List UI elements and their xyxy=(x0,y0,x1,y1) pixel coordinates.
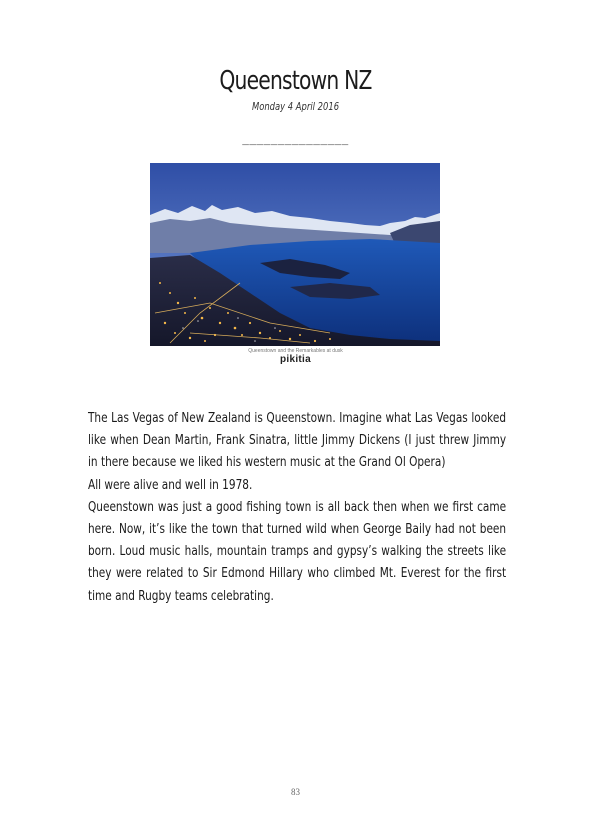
pikitia-watermark: pikitia xyxy=(280,354,311,365)
queenstown-photo xyxy=(150,163,440,346)
title-separator: _______________ xyxy=(242,136,349,148)
paragraph-3: Queenstown was just a good fishing town is all back then when we first came here. Now, it’s like the town that turned wild when George Baily had not been born. Loud music halls, mountain tramps and gypsy’s walking the streets like they were related to Sir Edmond Hillary who climbed Mt. Everest for the first time and Rugby teams celebrating. xyxy=(88,498,507,604)
paragraph-1: The Las Vegas of New Zealand is Queenstown. Imagine what Las Vegas looked like when Dean Martin, Frank Sinatra, little Jimmy Dickens (I just threw Jimmy in there because we liked his western music at the Grand Ol Opera) xyxy=(88,410,507,471)
page-number: 83 xyxy=(291,787,300,797)
page-date: Monday 4 April 2016 xyxy=(251,101,340,113)
body-text xyxy=(88,407,506,607)
page-title: Queenstown NZ xyxy=(219,66,372,96)
photo-caption: Queenstown and the Remarkables at dusk xyxy=(248,348,343,354)
body-text-inner xyxy=(88,407,506,607)
paragraph-2: All were alive and well in 1978. xyxy=(88,476,253,493)
